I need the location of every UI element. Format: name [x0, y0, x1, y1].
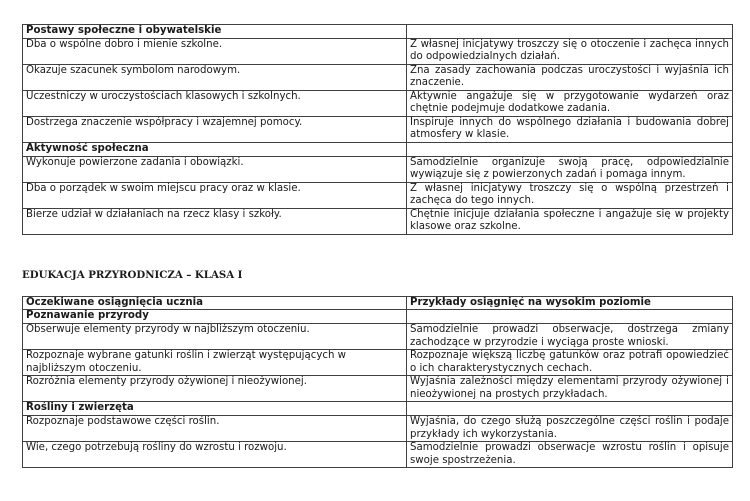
table-header-row	[23, 297, 733, 310]
section-empty-cell	[407, 25, 733, 39]
expected-achievement-cell: Dba o porządek w swoim miejscu pracy oraz w klasie.	[23, 183, 407, 209]
table-row	[23, 65, 733, 91]
high-level-example-cell: Zna zasady zachowania podczas uroczystości i wyjaśnia ich znaczenie.	[407, 65, 733, 91]
section-empty-cell	[407, 310, 733, 324]
section-title: Postawy społeczne i obywatelskie	[23, 25, 407, 39]
expected-achievement-cell: Rozpoznaje podstawowe części roślin.	[23, 416, 407, 442]
high-level-example-cell: Aktywnie angażuje się w przygotowanie wydarzeń oraz chętnie podejmuje dodatkowe zadania.	[407, 91, 733, 117]
section-row	[23, 310, 733, 324]
section-row	[23, 402, 733, 416]
header-high-level-examples: Przykłady osiągnięć na wysokim poziomie	[407, 297, 733, 310]
section-row	[23, 25, 733, 39]
expected-achievement-cell: Wie, czego potrzebują rośliny do wzrostu i rozwoju.	[23, 442, 407, 468]
expected-achievement-cell: Rozpoznaje wybrane gatunki roślin i zwierząt występujących w najbliższym otoczeniu.	[23, 350, 407, 376]
table-row	[23, 117, 733, 143]
table-row	[23, 324, 733, 350]
expected-achievement-cell: Dba o wspólne dobro i mienie szkolne.	[23, 39, 407, 65]
table-row	[23, 157, 733, 183]
table-row	[23, 376, 733, 402]
section-empty-cell	[407, 143, 733, 157]
expected-achievement-cell: Bierze udział w działaniach na rzecz klasy i szkoły.	[23, 209, 407, 235]
section-empty-cell	[407, 402, 733, 416]
section-heading: EDUKACJA PRZYRODNICZA – KLASA I	[22, 269, 243, 281]
table-row	[23, 209, 733, 235]
expected-achievement-cell: Uczestniczy w uroczystościach klasowych i szkolnych.	[23, 91, 407, 117]
expected-achievement-cell: Obserwuje elementy przyrody w najbliższym otoczeniu.	[23, 324, 407, 350]
expected-achievement-cell: Okazuje szacunek symbolom narodowym.	[23, 65, 407, 91]
section-title: Aktywność społeczna	[23, 143, 407, 157]
section-title: Rośliny i zwierzęta	[23, 402, 407, 416]
high-level-example-cell: Wyjaśnia zależności między elementami przyrody ożywionej i nieożywionej na prostych przykładach.	[407, 376, 733, 402]
high-level-example-cell: Z własnej inicjatywy troszczy się o wspólną przestrzeń i zachęca do tego innych.	[407, 183, 733, 209]
section-row	[23, 143, 733, 157]
high-level-example-cell: Inspiruje innych do wspólnego działania i budowania dobrej atmosfery w klasie.	[407, 117, 733, 143]
table-row	[23, 442, 733, 468]
high-level-example-cell: Samodzielnie prowadzi obserwacje, dostrzega zmiany zachodzące w przyrodzie i wyciąga proste wnioski.	[407, 324, 733, 350]
high-level-example-cell: Rozpoznaje większą liczbę gatunków oraz potrafi opowiedzieć o ich charakterystycznych cechach.	[407, 350, 733, 376]
table-row	[23, 91, 733, 117]
table-row	[23, 39, 733, 65]
table-row	[23, 416, 733, 442]
high-level-example-cell: Samodzielnie prowadzi obserwacje wzrostu roślin i opisuje swoje spostrzeżenia.	[407, 442, 733, 468]
expected-achievement-cell: Wykonuje powierzone zadania i obowiązki.	[23, 157, 407, 183]
table-row	[23, 350, 733, 376]
natural-education-table	[22, 296, 733, 468]
expected-achievement-cell: Dostrzega znaczenie współpracy i wzajemnej pomocy.	[23, 117, 407, 143]
table-row	[23, 183, 733, 209]
high-level-example-cell: Chętnie inicjuje działania społeczne i angażuje się w projekty klasowe oraz szkolne.	[407, 209, 733, 235]
expected-achievement-cell: Rozróżnia elementy przyrody ożywionej i nieożywionej.	[23, 376, 407, 402]
social-attitudes-table	[22, 24, 733, 235]
high-level-example-cell: Z własnej inicjatywy troszczy się o otoczenie i zachęca innych do odpowiedzialnych działań.	[407, 39, 733, 65]
header-expected-achievements: Oczekiwane osiągnięcia ucznia	[23, 297, 407, 310]
high-level-example-cell: Wyjaśnia, do czego służą poszczególne części roślin i podaje przykłady ich wykorzystania.	[407, 416, 733, 442]
section-title: Poznawanie przyrody	[23, 310, 407, 324]
high-level-example-cell: Samodzielnie organizuje swoją pracę, odpowiedzialnie wywiązuje się z powierzonych zadań i pomaga innym.	[407, 157, 733, 183]
